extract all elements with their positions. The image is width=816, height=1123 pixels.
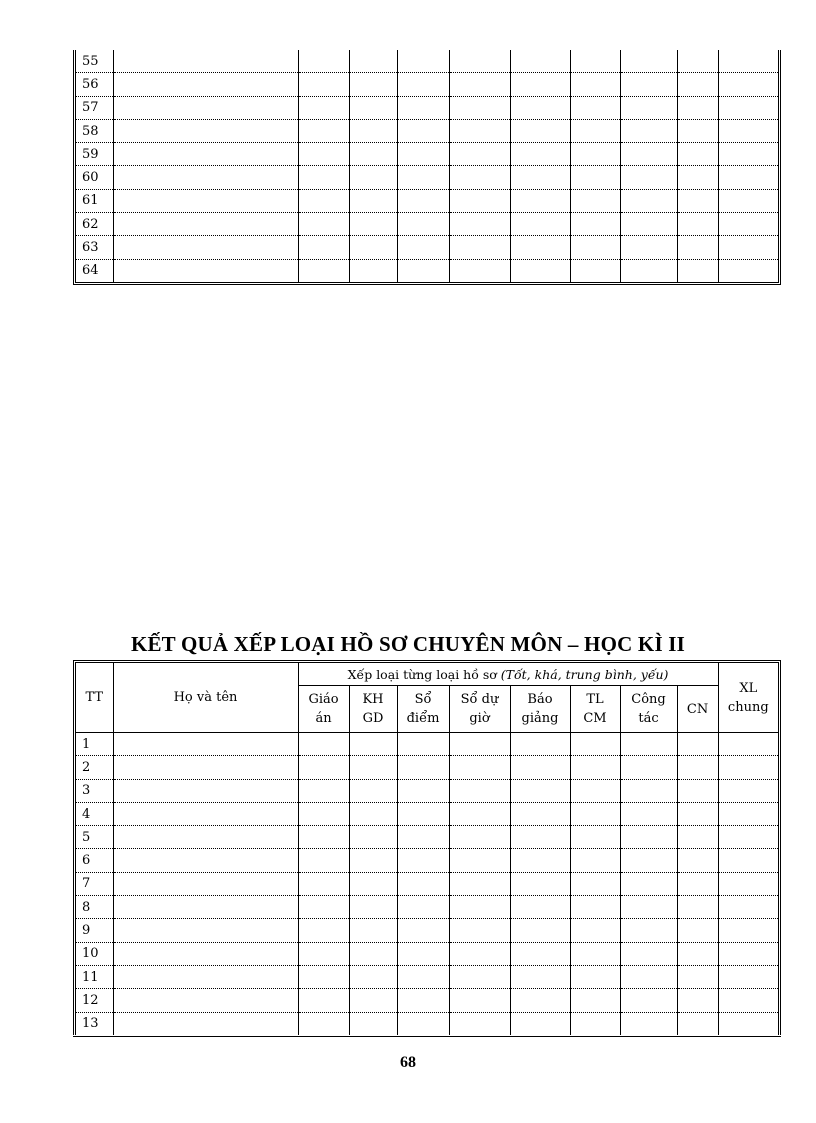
grade-cell [718,236,778,259]
grade-cell [449,213,510,236]
row-number: 8 [76,896,113,919]
name-cell [113,50,298,73]
grade-cell [449,96,510,119]
grade-cell [298,779,349,802]
grade-cell [677,236,718,259]
grade-cell [449,872,510,895]
grade-cell [449,756,510,779]
grade-cell [510,96,570,119]
grade-cell [298,189,349,212]
grade-cell [570,96,620,119]
grade-cell [677,50,718,73]
table-row [76,143,778,166]
grade-cell [349,213,397,236]
name-cell [113,259,298,282]
grade-cell [620,802,677,825]
table-row [76,826,778,849]
grade-cell [510,802,570,825]
grade-cell [570,802,620,825]
grade-cell [298,50,349,73]
grade-cell [298,756,349,779]
table-row [76,236,778,259]
table-row [76,73,778,96]
header-col: CN [677,686,718,733]
grade-cell [677,826,718,849]
grade-cell [510,50,570,73]
header-group-label: Xếp loại từng loại hồ sơ [347,666,501,682]
grade-cell [397,942,449,965]
grade-cell [677,189,718,212]
grade-cell [677,756,718,779]
row-number: 13 [76,1012,113,1035]
name-cell [113,989,298,1012]
grade-cell [349,236,397,259]
row-number: 7 [76,872,113,895]
header-col: Giáo án [298,686,349,733]
grade-cell [449,733,510,756]
grade-cell [510,213,570,236]
name-cell [113,919,298,942]
grade-cell [718,166,778,189]
grade-cell [349,96,397,119]
grade-cell [718,50,778,73]
page-number: 68 [400,1054,416,1071]
row-number: 1 [76,733,113,756]
grade-cell [570,849,620,872]
grade-cell [677,143,718,166]
name-cell [113,942,298,965]
grade-cell [620,1012,677,1035]
grade-cell [570,826,620,849]
table-row [76,189,778,212]
header-col: KH GD [349,686,397,733]
grade-cell [349,826,397,849]
grade-cell [397,989,449,1012]
grade-cell [510,236,570,259]
grade-cell [570,119,620,142]
table-row [76,896,778,919]
grade-cell [677,919,718,942]
grade-cell [349,802,397,825]
grade-cell [677,213,718,236]
grade-cell [620,919,677,942]
header-col: Sổ điểm [397,686,449,733]
header-group [298,663,718,686]
section-title: KẾT QUẢ XẾP LOẠI HỒ SƠ CHUYÊN MÔN – HỌC KÌ II [130,632,686,656]
name-cell [113,119,298,142]
grade-cell [510,189,570,212]
grade-cell [449,166,510,189]
grade-cell [298,143,349,166]
name-cell [113,213,298,236]
table-row [76,965,778,988]
grade-cell [510,989,570,1012]
table-row [76,756,778,779]
name-cell [113,896,298,919]
grade-cell [620,259,677,282]
grade-cell [677,872,718,895]
grade-cell [570,919,620,942]
grade-cell [449,779,510,802]
grade-cell [510,942,570,965]
table-row [76,942,778,965]
grade-cell [718,1012,778,1035]
grade-cell [718,259,778,282]
grade-cell [449,989,510,1012]
grade-cell [397,119,449,142]
header-tt: TT [76,663,113,733]
grade-cell [298,73,349,96]
grade-cell [449,965,510,988]
grade-cell [718,733,778,756]
grade-cell [397,236,449,259]
name-cell [113,166,298,189]
grade-cell [298,236,349,259]
table-bottom-line [73,1036,781,1037]
grade-cell [510,166,570,189]
header-col: Báo giảng [510,686,570,733]
grade-cell [298,733,349,756]
row-number: 62 [76,213,113,236]
grade-cell [677,166,718,189]
grade-cell [570,166,620,189]
grade-cell [570,50,620,73]
top-table [73,50,781,285]
grade-cell [349,779,397,802]
grade-cell [718,942,778,965]
grade-cell [349,942,397,965]
grade-cell [510,143,570,166]
grade-cell [620,189,677,212]
grade-cell [620,733,677,756]
row-number: 6 [76,849,113,872]
grade-cell [397,756,449,779]
grade-cell [620,119,677,142]
name-cell [113,236,298,259]
grade-cell [718,849,778,872]
grade-cell [397,50,449,73]
table-row [76,1012,778,1035]
grade-cell [349,733,397,756]
grade-cell [298,259,349,282]
grade-cell [718,213,778,236]
row-number: 58 [76,119,113,142]
grade-cell [620,143,677,166]
name-cell [113,189,298,212]
grade-cell [397,166,449,189]
header-name: Họ và tên [113,663,298,733]
name-cell [113,849,298,872]
grade-cell [620,872,677,895]
name-cell [113,826,298,849]
grade-cell [298,989,349,1012]
grade-cell [510,779,570,802]
grade-cell [349,143,397,166]
grade-cell [718,756,778,779]
grade-cell [718,73,778,96]
grade-cell [298,872,349,895]
row-number: 2 [76,756,113,779]
grade-cell [298,166,349,189]
grade-cell [677,73,718,96]
grade-cell [349,849,397,872]
table-row [76,733,778,756]
table-row [76,213,778,236]
row-number: 63 [76,236,113,259]
name-cell [113,965,298,988]
grade-cell [677,96,718,119]
grade-cell [677,896,718,919]
table-row [76,96,778,119]
name-cell [113,143,298,166]
grade-cell [397,733,449,756]
grade-cell [449,942,510,965]
grade-cell [449,143,510,166]
grade-cell [449,236,510,259]
grade-cell [349,756,397,779]
grade-cell [718,189,778,212]
grade-cell [298,896,349,919]
grade-cell [620,96,677,119]
table-row [76,166,778,189]
grade-cell [510,919,570,942]
grade-cell [620,779,677,802]
row-number: 10 [76,942,113,965]
table-row [76,802,778,825]
grade-cell [298,802,349,825]
grade-cell [510,259,570,282]
grade-cell [510,896,570,919]
grade-cell [298,965,349,988]
grade-cell [620,989,677,1012]
grade-cell [570,259,620,282]
table-row [76,989,778,1012]
grade-cell [298,1012,349,1035]
grade-cell [677,849,718,872]
grade-cell [570,942,620,965]
grade-cell [397,802,449,825]
grade-cell [718,119,778,142]
grade-cell [677,965,718,988]
grade-cell [349,872,397,895]
grade-cell [397,872,449,895]
grade-cell [397,896,449,919]
grade-cell [397,143,449,166]
row-number: 57 [76,96,113,119]
grade-cell [397,213,449,236]
grade-cell [349,119,397,142]
name-cell [113,1012,298,1035]
grade-cell [570,896,620,919]
grade-cell [570,236,620,259]
grade-cell [677,259,718,282]
name-cell [113,872,298,895]
grade-cell [449,849,510,872]
row-number: 9 [76,919,113,942]
grade-cell [510,965,570,988]
table-row [76,779,778,802]
header-xl-chung: XL chung [718,663,778,733]
table-row [76,50,778,73]
grade-cell [718,989,778,1012]
header-group-italic: (Tốt, khá, trung bình, yếu) [500,666,669,682]
grade-cell [449,1012,510,1035]
grade-cell [620,166,677,189]
grade-cell [349,896,397,919]
grade-cell [349,989,397,1012]
grade-cell [397,849,449,872]
grade-cell [298,826,349,849]
grade-cell [449,919,510,942]
name-cell [113,779,298,802]
grade-cell [449,259,510,282]
name-cell [113,733,298,756]
grade-cell [397,919,449,942]
grade-cell [677,119,718,142]
grade-cell [349,1012,397,1035]
grade-cell [397,73,449,96]
grade-cell [677,942,718,965]
grade-cell [449,119,510,142]
grade-cell [510,826,570,849]
row-number: 64 [76,259,113,282]
grade-cell [349,259,397,282]
grade-cell [510,1012,570,1035]
grade-cell [570,779,620,802]
name-cell [113,96,298,119]
table-row [76,849,778,872]
grade-cell [510,733,570,756]
grade-cell [298,919,349,942]
row-number: 60 [76,166,113,189]
grade-cell [620,236,677,259]
grade-cell [349,50,397,73]
grade-cell [620,849,677,872]
grade-cell [397,1012,449,1035]
grade-cell [677,779,718,802]
row-number: 55 [76,50,113,73]
grade-cell [510,119,570,142]
grade-cell [718,802,778,825]
row-number: 3 [76,779,113,802]
row-number: 56 [76,73,113,96]
name-cell [113,802,298,825]
row-number: 4 [76,802,113,825]
grade-cell [570,189,620,212]
bottom-table [73,660,781,1035]
grade-cell [620,756,677,779]
grade-cell [570,143,620,166]
table-row [76,259,778,282]
grade-cell [349,73,397,96]
table-row [76,872,778,895]
row-number: 5 [76,826,113,849]
grade-cell [677,1012,718,1035]
grade-cell [298,96,349,119]
row-number: 61 [76,189,113,212]
grade-cell [570,965,620,988]
grade-cell [449,802,510,825]
grade-cell [298,942,349,965]
grade-cell [397,826,449,849]
grade-cell [449,896,510,919]
grade-cell [677,989,718,1012]
grade-cell [718,779,778,802]
grade-cell [397,965,449,988]
grade-cell [677,733,718,756]
grade-cell [298,849,349,872]
grade-cell [298,119,349,142]
grade-cell [570,73,620,96]
grade-cell [718,896,778,919]
grade-cell [620,826,677,849]
grade-cell [449,189,510,212]
row-number: 11 [76,965,113,988]
grade-cell [397,779,449,802]
grade-cell [718,143,778,166]
grade-cell [449,826,510,849]
grade-cell [570,872,620,895]
table-row [76,919,778,942]
grade-cell [620,213,677,236]
row-number: 12 [76,989,113,1012]
grade-cell [449,50,510,73]
grade-cell [718,96,778,119]
grade-cell [349,166,397,189]
grade-cell [718,965,778,988]
grade-cell [620,50,677,73]
grade-cell [620,942,677,965]
grade-cell [620,73,677,96]
grade-cell [397,259,449,282]
grade-cell [510,849,570,872]
grade-cell [349,919,397,942]
name-cell [113,756,298,779]
grade-cell [349,965,397,988]
grade-cell [510,73,570,96]
grade-cell [510,756,570,779]
grade-cell [570,989,620,1012]
header-col: Công tác [620,686,677,733]
grade-cell [677,802,718,825]
grade-cell [570,213,620,236]
grade-cell [349,189,397,212]
grade-cell [718,872,778,895]
grade-cell [397,96,449,119]
grade-cell [718,826,778,849]
grade-cell [510,872,570,895]
table-row [76,119,778,142]
row-number: 59 [76,143,113,166]
header-col: Sổ dự giờ [449,686,510,733]
name-cell [113,73,298,96]
grade-cell [718,919,778,942]
grade-cell [570,1012,620,1035]
grade-cell [620,896,677,919]
grade-cell [397,189,449,212]
grade-cell [570,756,620,779]
grade-cell [298,213,349,236]
grade-cell [449,73,510,96]
grade-cell [570,733,620,756]
header-col: TL CM [570,686,620,733]
grade-cell [620,965,677,988]
